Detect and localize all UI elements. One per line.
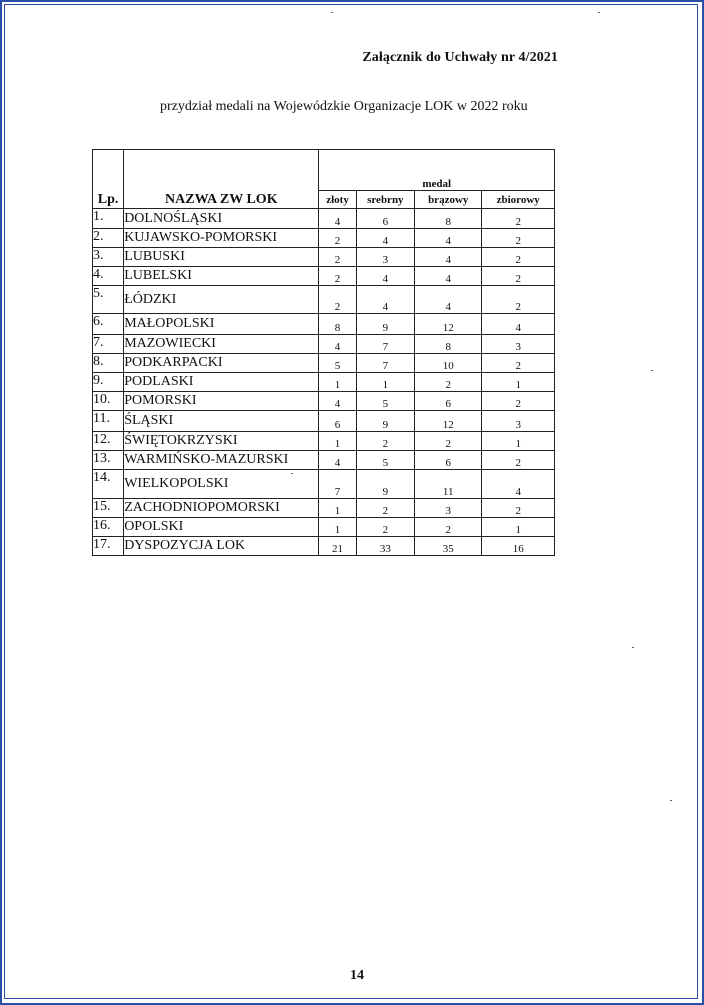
row-voivodeship-name: MAŁOPOLSKI — [124, 314, 319, 335]
row-zloty-count: 1 — [319, 499, 356, 518]
row-zloty-count: 1 — [319, 518, 356, 537]
row-lp: 9. — [93, 373, 124, 392]
table-row — [93, 451, 555, 470]
row-srebrny-count: 5 — [356, 451, 414, 470]
row-brazowy-count: 6 — [415, 392, 482, 411]
row-srebrny-count: 1 — [356, 373, 414, 392]
row-zloty-count: 4 — [319, 392, 356, 411]
row-srebrny-count: 6 — [356, 209, 414, 229]
table-row — [93, 286, 555, 314]
row-zloty-count: 2 — [319, 267, 356, 286]
row-brazowy-count: 11 — [415, 470, 482, 499]
row-zbiorowy-count: 1 — [482, 373, 555, 392]
row-voivodeship-name: PODLASKI — [124, 373, 319, 392]
row-zloty-count: 4 — [319, 209, 356, 229]
row-zbiorowy-count: 3 — [482, 335, 555, 354]
row-zloty-count: 2 — [319, 229, 356, 248]
table-row — [93, 209, 555, 229]
row-voivodeship-name: ŚWIĘTOKRZYSKI — [124, 432, 319, 451]
row-voivodeship-name: DOLNOŚLĄSKI — [124, 209, 319, 229]
row-lp: 11. — [93, 411, 124, 432]
table-row — [93, 267, 555, 286]
row-lp: 13. — [93, 451, 124, 470]
row-brazowy-count: 2 — [415, 373, 482, 392]
row-zloty-count: 8 — [319, 314, 356, 335]
row-lp: 3. — [93, 248, 124, 267]
row-brazowy-count: 12 — [415, 314, 482, 335]
scan-speck — [651, 370, 653, 371]
scan-speck — [331, 12, 333, 13]
row-zloty-count: 6 — [319, 411, 356, 432]
table-row — [93, 248, 555, 267]
table-row — [93, 537, 555, 556]
row-zloty-count: 2 — [319, 248, 356, 267]
row-brazowy-count: 4 — [415, 248, 482, 267]
row-lp: 5. — [93, 286, 124, 314]
scan-speck — [632, 647, 634, 648]
scan-speck — [291, 473, 293, 474]
row-voivodeship-name: ŚLĄSKI — [124, 411, 319, 432]
scan-speck — [670, 800, 672, 801]
row-brazowy-count: 2 — [415, 432, 482, 451]
row-zbiorowy-count: 2 — [482, 354, 555, 373]
row-zbiorowy-count: 4 — [482, 314, 555, 335]
row-voivodeship-name: MAZOWIECKI — [124, 335, 319, 354]
row-lp: 15. — [93, 499, 124, 518]
row-brazowy-count: 3 — [415, 499, 482, 518]
row-zbiorowy-count: 2 — [482, 248, 555, 267]
row-zloty-count: 7 — [319, 470, 356, 499]
row-brazowy-count: 12 — [415, 411, 482, 432]
table-row — [93, 470, 555, 499]
row-voivodeship-name: OPOLSKI — [124, 518, 319, 537]
row-voivodeship-name: KUJAWSKO-POMORSKI — [124, 229, 319, 248]
header-lp: Lp. — [93, 150, 124, 209]
table-row — [93, 229, 555, 248]
table-row — [93, 314, 555, 335]
row-zloty-count: 2 — [319, 286, 356, 314]
row-lp: 6. — [93, 314, 124, 335]
row-srebrny-count: 9 — [356, 470, 414, 499]
row-lp: 1. — [93, 209, 124, 229]
row-zbiorowy-count: 4 — [482, 470, 555, 499]
row-zbiorowy-count: 2 — [482, 267, 555, 286]
row-srebrny-count: 33 — [356, 537, 414, 556]
row-zloty-count: 1 — [319, 373, 356, 392]
medal-allocation-table — [92, 149, 555, 556]
row-srebrny-count: 7 — [356, 335, 414, 354]
row-srebrny-count: 2 — [356, 432, 414, 451]
row-srebrny-count: 9 — [356, 314, 414, 335]
row-brazowy-count: 4 — [415, 229, 482, 248]
table-row — [93, 392, 555, 411]
table-row — [93, 335, 555, 354]
table-row — [93, 373, 555, 392]
row-zloty-count: 4 — [319, 335, 356, 354]
row-zbiorowy-count: 2 — [482, 392, 555, 411]
row-brazowy-count: 8 — [415, 335, 482, 354]
row-srebrny-count: 9 — [356, 411, 414, 432]
header-medal-group: medal — [319, 150, 555, 191]
row-voivodeship-name: LUBELSKI — [124, 267, 319, 286]
header-name: NAZWA ZW LOK — [124, 150, 319, 209]
row-voivodeship-name: ZACHODNIOPOMORSKI — [124, 499, 319, 518]
row-voivodeship-name: PODKARPACKI — [124, 354, 319, 373]
row-zbiorowy-count: 3 — [482, 411, 555, 432]
header-srebrny: srebrny — [356, 191, 414, 209]
annex-title: Załącznik do Uchwały nr 4/2021 — [362, 50, 558, 65]
row-brazowy-count: 6 — [415, 451, 482, 470]
row-lp: 4. — [93, 267, 124, 286]
row-zloty-count: 4 — [319, 451, 356, 470]
row-zbiorowy-count: 1 — [482, 518, 555, 537]
row-srebrny-count: 2 — [356, 518, 414, 537]
row-voivodeship-name: WIELKOPOLSKI — [124, 470, 319, 499]
row-lp: 16. — [93, 518, 124, 537]
table-row — [93, 354, 555, 373]
row-srebrny-count: 4 — [356, 267, 414, 286]
row-voivodeship-name: LUBUSKI — [124, 248, 319, 267]
row-voivodeship-name: DYSPOZYCJA LOK — [124, 537, 319, 556]
scan-speck — [598, 12, 600, 13]
table-body — [93, 209, 555, 556]
row-zloty-count: 5 — [319, 354, 356, 373]
row-zbiorowy-count: 2 — [482, 451, 555, 470]
row-zbiorowy-count: 2 — [482, 499, 555, 518]
row-lp: 7. — [93, 335, 124, 354]
row-brazowy-count: 35 — [415, 537, 482, 556]
header-zloty: złoty — [319, 191, 356, 209]
page-number: 14 — [350, 968, 364, 983]
row-voivodeship-name: POMORSKI — [124, 392, 319, 411]
row-zbiorowy-count: 16 — [482, 537, 555, 556]
row-srebrny-count: 4 — [356, 229, 414, 248]
table-row — [93, 499, 555, 518]
row-lp: 12. — [93, 432, 124, 451]
row-srebrny-count: 3 — [356, 248, 414, 267]
row-lp: 8. — [93, 354, 124, 373]
row-zbiorowy-count: 1 — [482, 432, 555, 451]
row-zbiorowy-count: 2 — [482, 229, 555, 248]
header-zbiorowy: zbiorowy — [482, 191, 555, 209]
row-srebrny-count: 2 — [356, 499, 414, 518]
row-zbiorowy-count: 2 — [482, 286, 555, 314]
row-lp: 10. — [93, 392, 124, 411]
row-lp: 17. — [93, 537, 124, 556]
row-srebrny-count: 7 — [356, 354, 414, 373]
row-zbiorowy-count: 2 — [482, 209, 555, 229]
row-brazowy-count: 2 — [415, 518, 482, 537]
row-brazowy-count: 8 — [415, 209, 482, 229]
row-brazowy-count: 4 — [415, 267, 482, 286]
header-brazowy: brązowy — [415, 191, 482, 209]
row-voivodeship-name: WARMIŃSKO-MAZURSKI — [124, 451, 319, 470]
table-row — [93, 411, 555, 432]
row-lp: 14. — [93, 470, 124, 499]
row-srebrny-count: 5 — [356, 392, 414, 411]
row-brazowy-count: 10 — [415, 354, 482, 373]
row-zloty-count: 1 — [319, 432, 356, 451]
table-row — [93, 518, 555, 537]
row-srebrny-count: 4 — [356, 286, 414, 314]
row-brazowy-count: 4 — [415, 286, 482, 314]
document-subtitle: przydział medali na Wojewódzkie Organizacje LOK w 2022 roku — [160, 99, 528, 114]
row-voivodeship-name: ŁÓDZKI — [124, 286, 319, 314]
row-lp: 2. — [93, 229, 124, 248]
table-row — [93, 432, 555, 451]
row-zloty-count: 21 — [319, 537, 356, 556]
